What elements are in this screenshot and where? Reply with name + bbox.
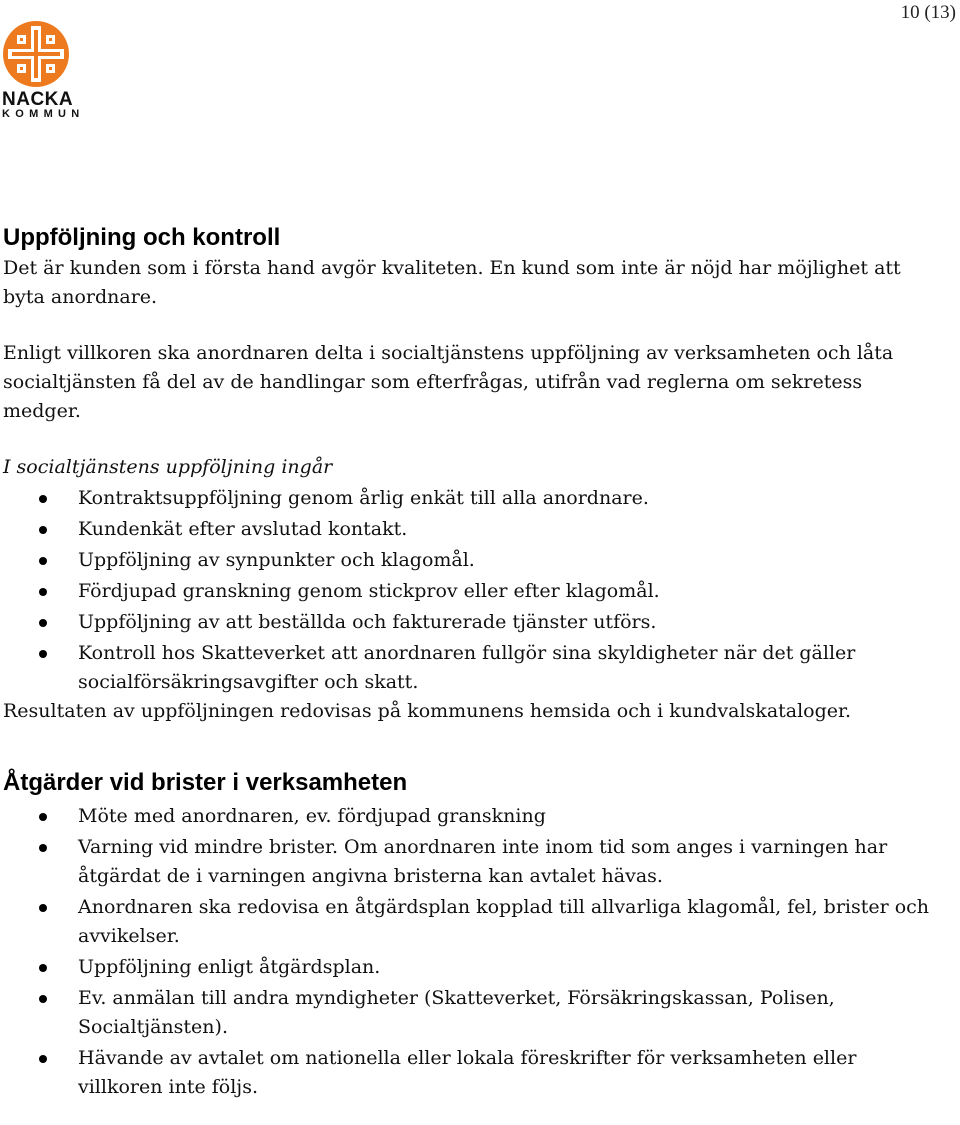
bullet-icon (39, 526, 47, 534)
document-body (3, 222, 943, 1102)
bullet-icon (39, 904, 47, 912)
list-item: Möte med anordnaren, ev. fördjupad granskning (3, 802, 943, 831)
bullet-icon (39, 588, 47, 596)
list-intro: I socialtjänstens uppföljning ingår (3, 456, 333, 478)
logo-subtitle: KOMMUN (2, 108, 85, 120)
bullet-icon (39, 619, 47, 627)
list-item: Varning vid mindre brister. Om anordnaren inte inom tid som anges i varningen har åtgärdat de i varningen angivna bristerna kan avtalet hävas. (3, 833, 943, 891)
bullet-icon (39, 557, 47, 565)
list-item: Ev. anmälan till andra myndigheter (Skatteverket, Försäkringskassan, Polisen, Socialtjänsten). (3, 984, 943, 1042)
section-heading-atgarder: Åtgärder vid brister i verksamheten (3, 769, 408, 796)
list-item: Uppföljning enligt åtgärdsplan. (3, 953, 943, 982)
bullet-icon (39, 964, 47, 972)
bullet-icon (39, 650, 47, 658)
logo-name: NACKA (2, 89, 74, 110)
bullet-icon (39, 1055, 47, 1063)
followup-list (3, 484, 943, 697)
list-item: Anordnaren ska redovisa en åtgärdsplan kopplad till allvarliga klagomål, fel, brister och avvikelser. (3, 893, 943, 951)
paragraph-conditions: Enligt villkoren ska anordnaren delta i socialtjänstens uppföljning av verksamheten och låta socialtjänsten få del av de handlingar som efterfrågas, utifrån vad reglerna om sekretess medger. (3, 342, 894, 422)
paragraph-customer-quality: Det är kunden som i första hand avgör kvaliteten. En kund som inte är nöjd har möjlighet att byta anordnare. (3, 257, 901, 308)
list-item: Kontraktsuppföljning genom årlig enkät till alla anordnare. (3, 484, 943, 513)
bullet-icon (39, 844, 47, 852)
nacka-emblem-icon (2, 20, 70, 88)
nacka-kommun-logo (2, 20, 85, 120)
paragraph-results: Resultaten av uppföljningen redovisas på kommunens hemsida och i kundvalskataloger. (3, 700, 852, 722)
measures-list (3, 802, 943, 1102)
list-item: Kontroll hos Skatteverket att anordnaren fullgör sina skyldigheter när det gäller socialförsäkringsavgifter och skatt. (3, 639, 943, 697)
list-item: Uppföljning av att beställda och fakturerade tjänster utförs. (3, 608, 943, 637)
bullet-icon (39, 495, 47, 503)
list-item: Hävande av avtalet om nationella eller lokala föreskrifter för verksamheten eller villkoren inte följs. (3, 1044, 943, 1102)
list-item: Fördjupad granskning genom stickprov eller efter klagomål. (3, 577, 943, 606)
section-heading-uppfoljning: Uppföljning och kontroll (3, 224, 281, 251)
list-item: Uppföljning av synpunkter och klagomål. (3, 546, 943, 575)
bullet-icon (39, 995, 47, 1003)
page-number: 10 (13) (900, 2, 956, 23)
bullet-icon (39, 813, 47, 821)
list-item: Kundenkät efter avslutad kontakt. (3, 515, 943, 544)
